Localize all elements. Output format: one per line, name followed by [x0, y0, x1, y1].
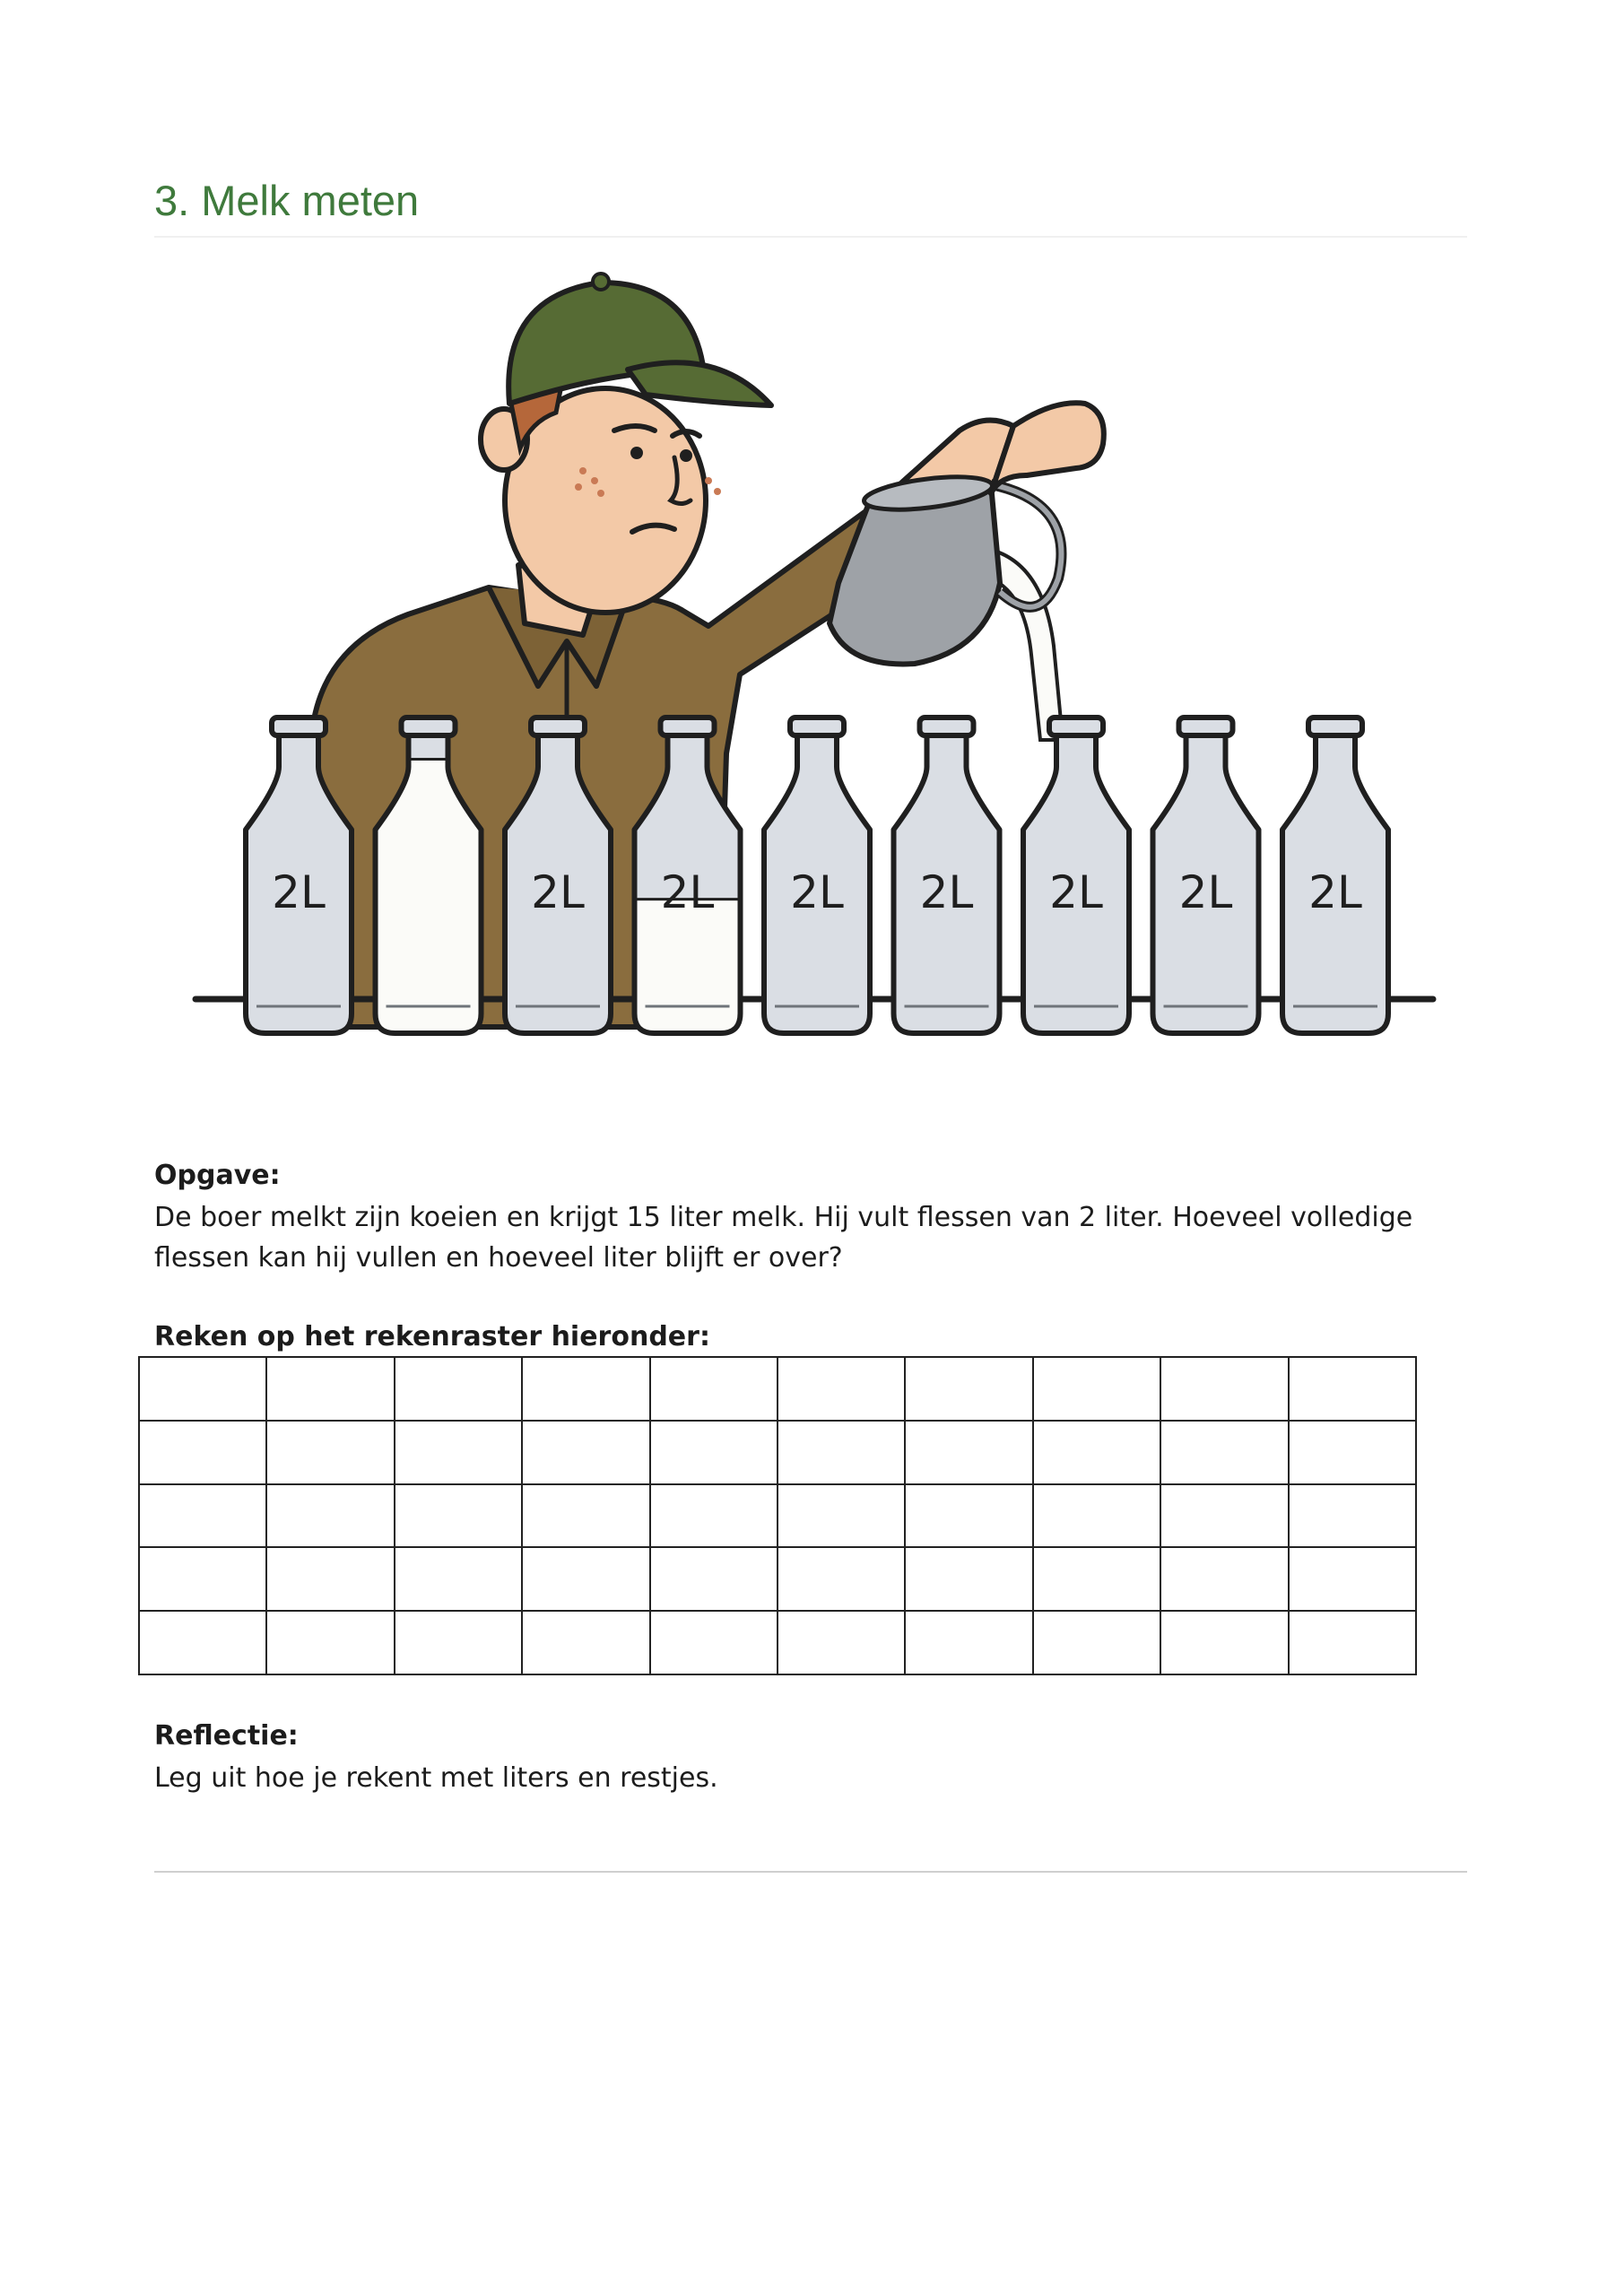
grid-cell[interactable] — [1160, 1547, 1288, 1611]
grid-cell[interactable] — [650, 1421, 778, 1484]
grid-cell[interactable] — [522, 1484, 649, 1548]
grid-cell[interactable] — [1289, 1547, 1416, 1611]
milk-bottle — [1153, 718, 1259, 1033]
farmer-eye — [630, 447, 643, 459]
opgave-text-line-2: flessen kan hij vullen en hoeveel liter blijft er over? — [154, 1242, 843, 1274]
milk-bottle — [1023, 718, 1129, 1033]
grid-row — [139, 1611, 1416, 1674]
grid-row — [139, 1357, 1416, 1421]
farmer-eye — [680, 449, 692, 462]
grid-cell[interactable] — [266, 1421, 394, 1484]
calculation-grid — [138, 1356, 1417, 1675]
bottle-label: 2L — [790, 866, 844, 918]
milk-jug — [830, 484, 1000, 664]
grid-cell[interactable] — [395, 1484, 522, 1548]
grid-cell[interactable] — [1289, 1421, 1416, 1484]
grid-cell[interactable] — [1289, 1357, 1416, 1421]
grid-cell[interactable] — [650, 1547, 778, 1611]
bottle-label: 2L — [531, 866, 585, 918]
farmer-pouring-milk-illustration — [179, 269, 1453, 1058]
grid-cell[interactable] — [139, 1421, 266, 1484]
grid-cell[interactable] — [139, 1484, 266, 1548]
milk-bottle — [1282, 718, 1388, 1033]
grid-cell[interactable] — [905, 1611, 1032, 1674]
bottle-cap — [402, 718, 456, 735]
reflectie-text: Leg uit hoe je rekent met liters en restjes. — [154, 1762, 718, 1794]
grid-cell[interactable] — [139, 1547, 266, 1611]
grid-cell[interactable] — [650, 1357, 778, 1421]
milk-bottle — [894, 718, 1000, 1033]
bottle-cap — [920, 718, 974, 735]
opgave-text-line-1: De boer melkt zijn koeien en krijgt 15 liter melk. Hij vult flessen van 2 liter. Hoeveel volledige — [154, 1202, 1413, 1233]
farmer-hand — [991, 403, 1104, 493]
grid-cell[interactable] — [139, 1611, 266, 1674]
bottle-cap — [1308, 718, 1362, 735]
worksheet-title: 3. Melk meten — [154, 177, 420, 224]
bottle-label: 2L — [272, 866, 326, 918]
grid-cell[interactable] — [266, 1547, 394, 1611]
grid-cell[interactable] — [778, 1421, 905, 1484]
grid-cell[interactable] — [1289, 1484, 1416, 1548]
grid-cell[interactable] — [1033, 1547, 1160, 1611]
grid-cell[interactable] — [395, 1357, 522, 1421]
grid-cell[interactable] — [778, 1547, 905, 1611]
grid-cell[interactable] — [1160, 1357, 1288, 1421]
grid-cell[interactable] — [522, 1547, 649, 1611]
grid-cell[interactable] — [395, 1611, 522, 1674]
bottle-label: 2L — [660, 866, 715, 918]
grid-cell[interactable] — [778, 1484, 905, 1548]
bottom-divider — [154, 1871, 1467, 1873]
grid-cell[interactable] — [650, 1611, 778, 1674]
grid-cell[interactable] — [905, 1484, 1032, 1548]
grid-cell[interactable] — [139, 1357, 266, 1421]
grid-cell[interactable] — [1160, 1611, 1288, 1674]
milk-bottle — [764, 718, 870, 1033]
grid-cell[interactable] — [905, 1357, 1032, 1421]
bottle-cap — [531, 718, 585, 735]
grid-row — [139, 1547, 1416, 1611]
title-underline — [154, 236, 1467, 238]
grid-cell[interactable] — [1033, 1611, 1160, 1674]
grid-cell[interactable] — [1033, 1357, 1160, 1421]
grid-cell[interactable] — [266, 1484, 394, 1548]
grid-row — [139, 1421, 1416, 1484]
bottle-milk-level — [633, 900, 743, 1033]
bottle-label: 2L — [1178, 866, 1233, 918]
bottle-label: 2L — [1308, 866, 1362, 918]
grid-cell[interactable] — [1033, 1484, 1160, 1548]
grid-row — [139, 1484, 1416, 1548]
bottle-cap — [272, 718, 326, 735]
grid-cell[interactable] — [1160, 1421, 1288, 1484]
grid-cell[interactable] — [266, 1357, 394, 1421]
grid-cell[interactable] — [1033, 1421, 1160, 1484]
bottle-cap — [1049, 718, 1103, 735]
opgave-label: Opgave: — [154, 1160, 281, 1191]
grid-cell[interactable] — [522, 1357, 649, 1421]
reflectie-label: Reflectie: — [154, 1720, 299, 1752]
bottle-label: 2L — [919, 866, 974, 918]
bottle-label: 2L — [1049, 866, 1103, 918]
grid-cell[interactable] — [266, 1611, 394, 1674]
grid-cell[interactable] — [1160, 1484, 1288, 1548]
bottle-row — [246, 718, 1388, 1033]
grid-cell[interactable] — [905, 1421, 1032, 1484]
grid-cell[interactable] — [522, 1421, 649, 1484]
grid-cell[interactable] — [650, 1484, 778, 1548]
grid-cell[interactable] — [778, 1357, 905, 1421]
grid-cell[interactable] — [1289, 1611, 1416, 1674]
grid-cell[interactable] — [778, 1611, 905, 1674]
bottle-cap — [661, 718, 715, 735]
grid-cell[interactable] — [395, 1547, 522, 1611]
grid-cell[interactable] — [905, 1547, 1032, 1611]
bottle-cap — [1179, 718, 1233, 735]
grid-label: Reken op het rekenraster hieronder: — [154, 1321, 710, 1352]
bottle-cap — [790, 718, 844, 735]
grid-cell[interactable] — [522, 1611, 649, 1674]
grid-cell[interactable] — [395, 1421, 522, 1484]
